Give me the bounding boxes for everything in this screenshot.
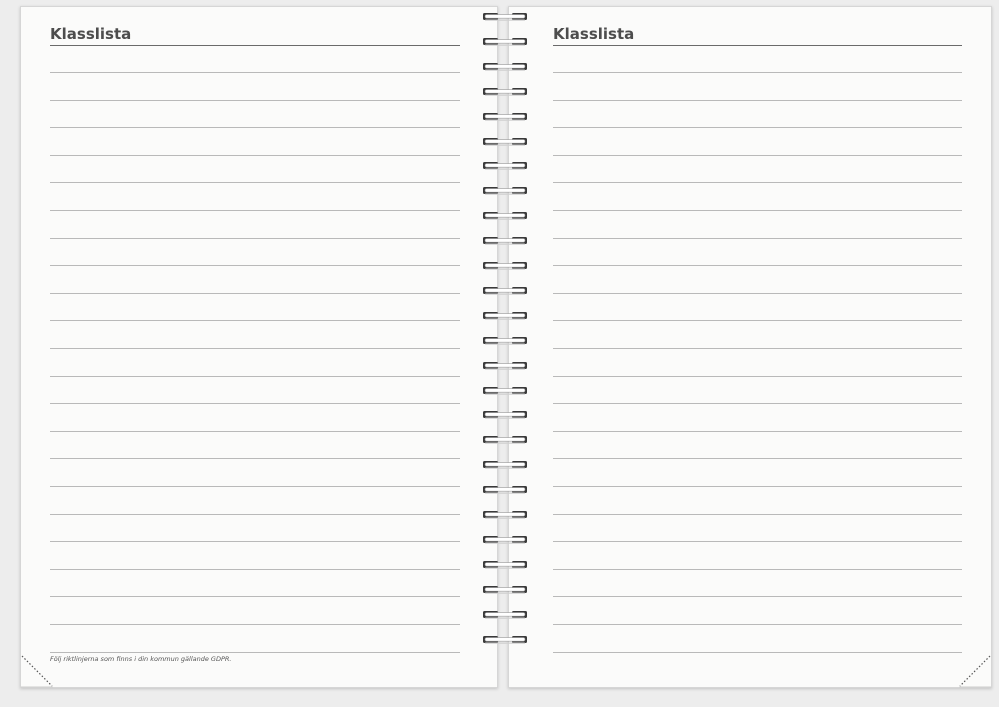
page-title: Klasslista (553, 25, 635, 43)
writing-line (553, 458, 962, 459)
writing-line (50, 155, 460, 156)
writing-line (553, 238, 962, 239)
binding-ring-icon (480, 284, 530, 298)
writing-line (553, 514, 962, 515)
corner-pocket-icon (958, 654, 992, 688)
writing-line (553, 100, 962, 101)
binding-ring-icon (480, 359, 530, 373)
binding-ring-icon (480, 583, 530, 597)
title-underline (553, 45, 962, 46)
writing-line (50, 182, 460, 183)
writing-line (553, 569, 962, 570)
binding-ring-icon (480, 234, 530, 248)
writing-line (553, 293, 962, 294)
gdpr-note: Följ riktlinjerna som finns i din kommun gällande GDPR. (50, 655, 232, 663)
writing-line (553, 376, 962, 377)
writing-line (553, 596, 962, 597)
writing-line (50, 210, 460, 211)
binding-ring-icon (480, 135, 530, 149)
writing-line (553, 624, 962, 625)
binding-ring-icon (480, 309, 530, 323)
writing-line (553, 486, 962, 487)
binding-ring-icon (480, 10, 530, 24)
writing-line (50, 431, 460, 432)
title-underline (50, 45, 460, 46)
left-page (20, 6, 498, 688)
binding-ring-icon (480, 35, 530, 49)
right-page (508, 6, 992, 688)
binding-ring-icon (480, 633, 530, 647)
writing-line (50, 541, 460, 542)
binding-ring-icon (480, 259, 530, 273)
writing-line (553, 652, 962, 653)
writing-line (553, 320, 962, 321)
binding-ring-icon (480, 408, 530, 422)
binding-ring-icon (480, 533, 530, 547)
binding-ring-icon (480, 110, 530, 124)
writing-line (553, 403, 962, 404)
writing-line (50, 652, 460, 653)
writing-line (50, 376, 460, 377)
writing-line (553, 72, 962, 73)
writing-line (553, 155, 962, 156)
writing-line (553, 210, 962, 211)
writing-line (50, 569, 460, 570)
binding-ring-icon (480, 334, 530, 348)
writing-line (50, 238, 460, 239)
writing-line (553, 182, 962, 183)
binding-ring-icon (480, 85, 530, 99)
binding-ring-icon (480, 209, 530, 223)
binding-ring-icon (480, 184, 530, 198)
writing-line (50, 348, 460, 349)
writing-line (553, 265, 962, 266)
writing-line (50, 293, 460, 294)
page-title: Klasslista (50, 25, 132, 43)
binding-ring-icon (480, 384, 530, 398)
writing-line (50, 72, 460, 73)
binding-ring-icon (480, 558, 530, 572)
writing-line (50, 265, 460, 266)
writing-line (50, 127, 460, 128)
binding-ring-icon (480, 608, 530, 622)
spiral-binding (480, 10, 530, 682)
writing-line (50, 100, 460, 101)
binding-ring-icon (480, 458, 530, 472)
binding-ring-icon (480, 483, 530, 497)
writing-line (553, 348, 962, 349)
binding-ring-icon (480, 60, 530, 74)
binding-ring-icon (480, 159, 530, 173)
binding-ring-icon (480, 433, 530, 447)
writing-line (50, 403, 460, 404)
writing-line (50, 486, 460, 487)
writing-line (50, 624, 460, 625)
binding-ring-icon (480, 508, 530, 522)
writing-line (50, 458, 460, 459)
writing-line (50, 596, 460, 597)
writing-line (50, 320, 460, 321)
corner-pocket-icon (20, 654, 54, 688)
writing-line (553, 431, 962, 432)
writing-line (553, 127, 962, 128)
writing-line (50, 514, 460, 515)
writing-line (553, 541, 962, 542)
